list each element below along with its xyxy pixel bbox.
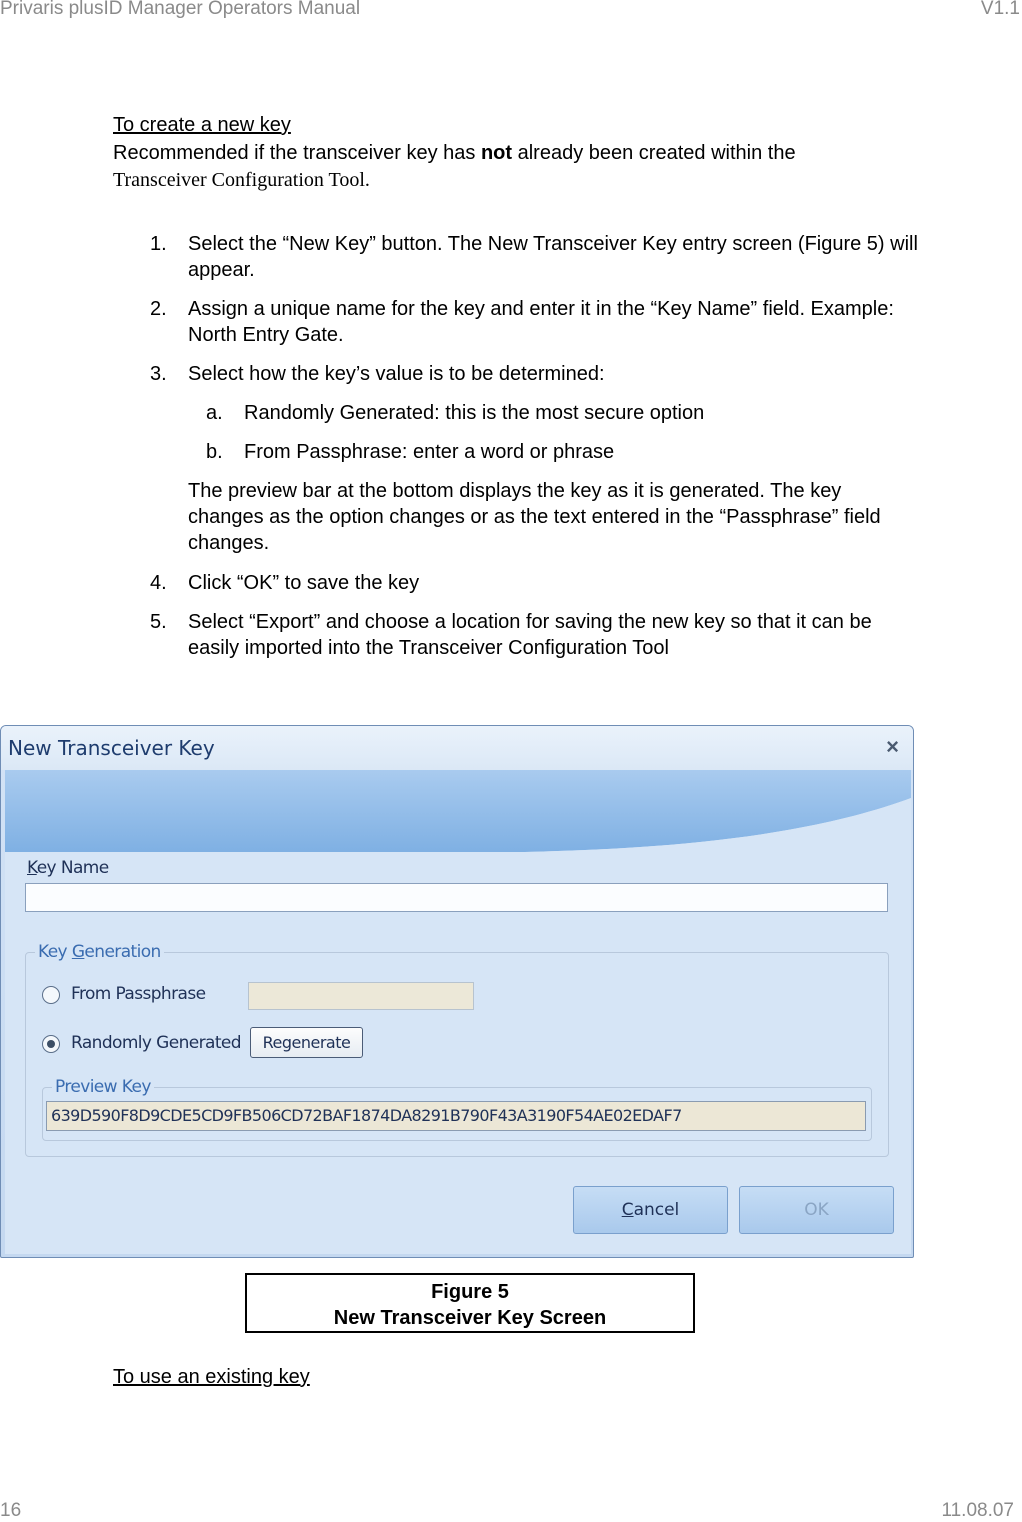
cancel-mnemonic: C: [621, 1200, 634, 1220]
figure-caption: [245, 1273, 695, 1333]
radio-selected-dot: [47, 1040, 55, 1048]
caption-line-2: New Transceiver Key Screen: [333, 1307, 607, 1329]
intro-paragraph: [113, 140, 933, 194]
ok-button[interactable]: OK: [739, 1186, 894, 1234]
substep-letter: b.: [206, 441, 223, 463]
substep-text: Randomly Generated: this is the most secure option: [244, 402, 705, 424]
cancel-label: ancel: [633, 1200, 680, 1220]
section-title-create: To create a new key: [113, 114, 291, 136]
preview-key-field: 639D590F8D9CDE5CD9FB506CD72BAF1874DA8291B790F43A3190F54AE02EDAF7: [46, 1101, 866, 1131]
header-version: V1.1: [980, 0, 1020, 19]
cancel-button[interactable]: [573, 1186, 728, 1234]
dialog-title: New Transceiver Key: [8, 736, 215, 760]
key-name-label-text: ey Name: [36, 858, 109, 878]
caption-line-1: Figure 5: [431, 1281, 509, 1303]
new-transceiver-key-dialog: [0, 725, 914, 1258]
step-number: 5.: [150, 611, 167, 633]
key-name-label-mnemonic: K: [27, 858, 37, 878]
random-radio-label[interactable]: Randomly Generated: [71, 1033, 241, 1053]
step-text: Select how the key’s value is to be determined:: [188, 363, 605, 385]
dialog-banner: [5, 770, 911, 856]
intro-text-3: Transceiver Configuration Tool.: [113, 169, 370, 191]
step-number: 2.: [150, 298, 167, 320]
key-generation-label-text: eneration: [84, 942, 161, 962]
step-text: Select the “New Key” button. The New Transceiver Key entry screen (Figure 5) will appear.: [188, 233, 918, 281]
key-name-input[interactable]: [25, 883, 888, 912]
header-title: Privaris plusID Manager Operators Manual: [0, 0, 361, 19]
passphrase-radio[interactable]: [42, 986, 60, 1004]
key-generation-label: [35, 942, 164, 962]
key-generation-label-mnemonic: G: [71, 942, 85, 962]
footer-date: 11.08.07: [941, 1500, 1014, 1521]
dialog-titlebar[interactable]: [1, 726, 913, 770]
substep-text: From Passphrase: enter a word or phrase: [244, 441, 615, 463]
regenerate-button[interactable]: Regenerate: [250, 1027, 363, 1058]
close-icon[interactable]: ×: [886, 734, 899, 759]
step-text: Click “OK” to save the key: [188, 572, 420, 594]
step-text: Select “Export” and choose a location for saving the new key so that it can be easily imported into the Transceiver Configuration Tool: [188, 611, 872, 659]
intro-text-2: already been created within the: [512, 142, 796, 164]
key-generation-label-pre: Key: [38, 942, 72, 962]
section-title-existing: To use an existing key: [113, 1366, 310, 1388]
step-number: 3.: [150, 363, 167, 385]
key-name-label: [27, 858, 109, 878]
substep-letter: a.: [206, 402, 223, 424]
passphrase-radio-label[interactable]: From Passphrase: [71, 984, 206, 1004]
preview-note: The preview bar at the bottom displays the key as it is generated. The key changes as the option changes or as the text entered in the “Passphrase” field changes.: [188, 480, 881, 554]
footer-page: 16: [0, 1500, 22, 1521]
intro-bold: not: [480, 142, 513, 164]
step-number: 4.: [150, 572, 167, 594]
step-text: Assign a unique name for the key and enter it in the “Key Name” field. Example: North Entry Gate.: [188, 298, 894, 346]
step-number: 1.: [150, 233, 167, 255]
preview-key-label: Preview Key: [52, 1077, 154, 1097]
random-radio[interactable]: [42, 1035, 60, 1053]
passphrase-input: [248, 982, 474, 1010]
intro-text-1: Recommended if the transceiver key has: [113, 142, 481, 164]
